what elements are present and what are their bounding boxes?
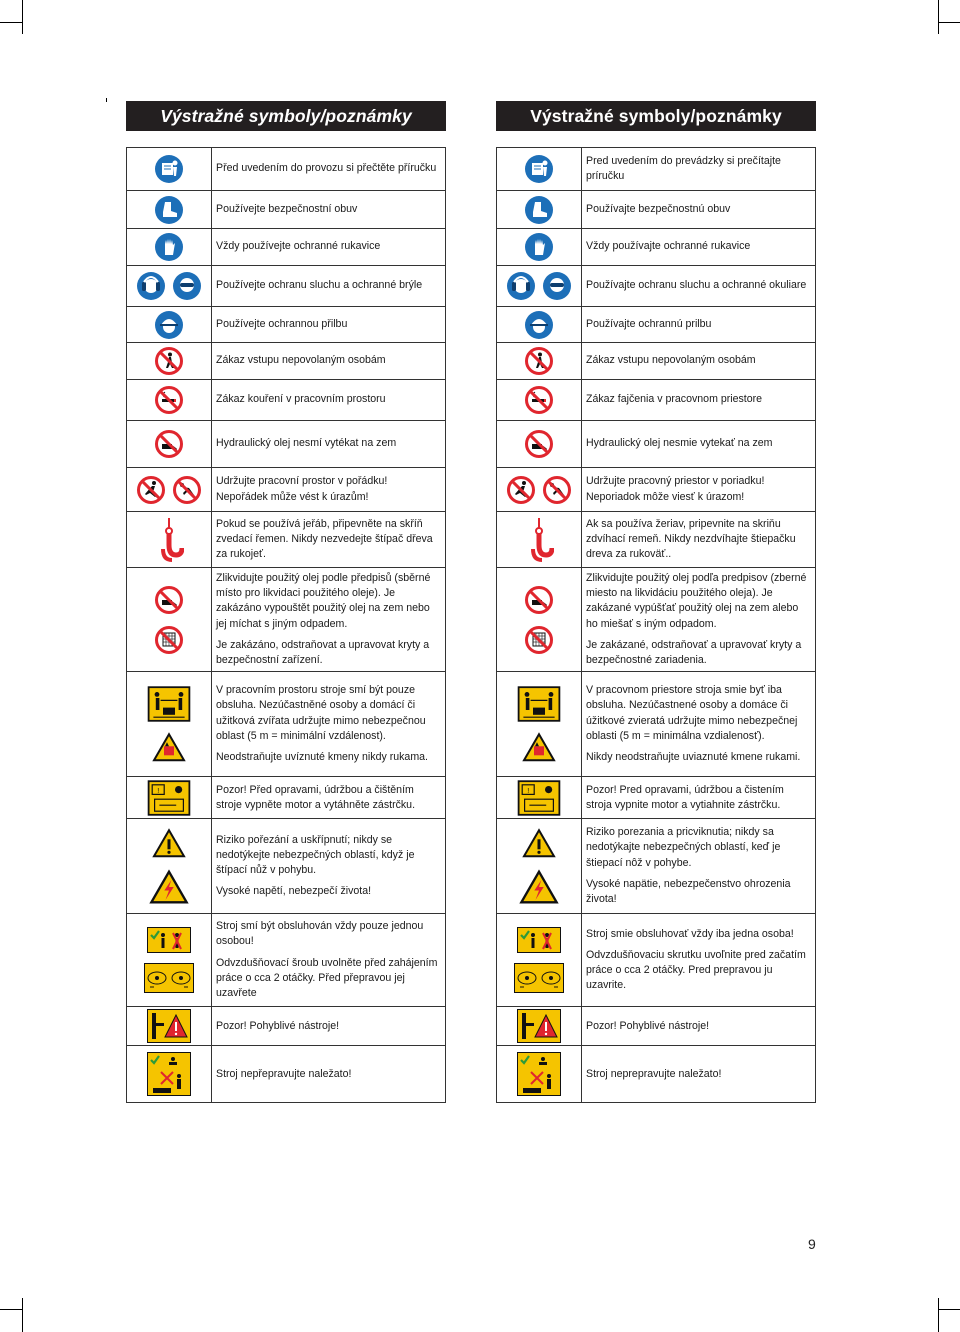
symbol-cell — [127, 777, 212, 819]
no-falling-icon — [172, 475, 202, 505]
description-paragraph: Vysoké napätie, nebezpečenstvo ohrozenia života! — [586, 877, 791, 906]
description-cell — [212, 191, 446, 229]
icon-group — [497, 195, 581, 225]
no-tripping-icon — [506, 475, 536, 505]
symbol-row — [497, 421, 816, 468]
description-paragraph: Zákaz vstupu nepovolaným osobám — [216, 354, 386, 367]
symbol-row — [127, 512, 446, 568]
description-cell — [212, 266, 446, 307]
symbol-row — [127, 266, 446, 307]
icon-group — [497, 927, 581, 993]
description-paragraph: Hydraulický olej nesmie vytekať na zem — [586, 437, 773, 450]
description-cell — [212, 1007, 446, 1046]
description-cell — [582, 1007, 816, 1046]
description-cell — [582, 266, 816, 307]
page-number: 9 — [808, 1236, 816, 1252]
icon-group — [497, 232, 581, 262]
description-paragraph: Používejte ochrannou přilbu — [216, 317, 348, 330]
symbol-cell — [497, 914, 582, 1007]
description-paragraph: Neodstraňujte uvíznuté kmeny nikdy rukama. — [216, 751, 428, 764]
description-paragraph: Vždy používajte ochranné rukavice — [586, 240, 751, 253]
high-voltage-icon — [149, 869, 189, 905]
symbol-row — [497, 191, 816, 229]
description-paragraph: Před uvedením do provozu si přečtěte příručku — [216, 162, 437, 175]
no-entry-person-icon — [524, 346, 554, 376]
left-header: Výstražné symboly/poznámky — [126, 101, 446, 131]
description-paragraph: Odvzdušňovací šroub uvolněte před zahájením práce o cca 2 otáčky. Před přepravou jej uzavřete — [216, 956, 438, 1000]
symbol-row — [127, 307, 446, 343]
description-paragraph: Riziko pořezání a uskřípnutí; nikdy se nedotýkejte nebezpečných oblastí, když je štípací nůž v pohybu. — [216, 833, 415, 877]
description-paragraph: Zákaz kouření v pracovním prostoru — [216, 393, 386, 406]
description-text — [216, 239, 441, 254]
symbol-row — [127, 421, 446, 468]
symbol-cell — [127, 148, 212, 191]
description-text — [586, 392, 811, 407]
description-paragraph: Používajte bezpečnostnú obuv — [586, 202, 731, 215]
crane-hook-icon — [524, 517, 554, 563]
icon-group — [127, 232, 211, 262]
description-cell — [582, 148, 816, 191]
symbol-cell — [497, 307, 582, 343]
icon-group — [497, 475, 581, 505]
description-paragraph: Zákaz fajčenia v pracovnom priestore — [586, 393, 763, 406]
safety-boot-icon — [524, 195, 554, 225]
description-cell — [582, 568, 816, 672]
description-text — [216, 1019, 441, 1034]
no-falling-icon — [542, 475, 572, 505]
description-text — [586, 202, 811, 217]
description-paragraph: Je zakázáno, odstraňovat a upravovat kryty a bezpečnostní zařízení. — [216, 638, 430, 667]
no-overload-icon — [147, 1052, 191, 1096]
no-oil-dumping-icon — [154, 429, 184, 459]
symbol-cell — [497, 777, 582, 819]
description-text — [586, 927, 811, 994]
symbol-cell — [127, 421, 212, 468]
description-paragraph: Stroj smí být obsluhován vždy pouze jednou osobou! — [216, 920, 424, 948]
description-paragraph: Hydraulický olej nesmí vytékat na zem — [216, 437, 397, 450]
description-paragraph: V pracovním prostoru stroje smí být pouze obsluha. Nezúčastněné osoby a domácí či užitková zvířata udržujte mimo nebezpečnou oblast (5 m = minimální vzdálenost). — [216, 684, 426, 742]
symbol-cell — [127, 568, 212, 672]
helmet-icon — [154, 310, 184, 340]
symbol-row — [127, 819, 446, 914]
symbol-cell — [497, 380, 582, 421]
glove-icon — [154, 232, 184, 262]
description-paragraph: Zákaz vstupu nepovolaným osobám — [586, 354, 756, 367]
icon-group — [127, 385, 211, 415]
cut-hazard-icon — [152, 828, 186, 859]
description-paragraph: Pred uvedením do prevádzky si prečítajte príručku — [586, 154, 781, 182]
left-column — [126, 101, 446, 1103]
description-text — [216, 278, 441, 293]
symbol-row — [127, 380, 446, 421]
description-cell — [212, 380, 446, 421]
description-cell — [212, 819, 446, 914]
symbol-cell — [497, 421, 582, 468]
icon-group — [127, 310, 211, 340]
description-text — [216, 392, 441, 407]
icon-group — [497, 429, 581, 459]
description-text — [216, 1067, 441, 1082]
description-cell — [582, 307, 816, 343]
description-text — [586, 571, 811, 668]
symbol-cell — [127, 914, 212, 1007]
description-text — [586, 239, 811, 254]
symbol-cell — [497, 468, 582, 512]
description-paragraph: Pozor! Pred opravami, údržbou a čistením stroja vypnite motor a vytiahnite zástrčku. — [586, 783, 784, 811]
description-paragraph: Nikdy neodstraňujte uviaznuté kmene rukami. — [586, 751, 801, 764]
symbol-cell — [127, 266, 212, 307]
description-text — [586, 436, 811, 451]
icon-group — [497, 686, 581, 763]
description-text — [216, 317, 441, 332]
description-paragraph: Používajte ochranu sluchu a ochranné okuliare — [586, 279, 807, 292]
icon-group — [127, 271, 211, 301]
description-cell — [582, 191, 816, 229]
crane-hook-icon — [154, 517, 184, 563]
description-paragraph: Odvzdušňovaciu skrutku uvoľnite pred začatím práce o cca 2 otáčky. Pred prepravou ju uzavrite. — [586, 949, 806, 992]
symbol-row — [497, 914, 816, 1007]
symbol-cell — [127, 191, 212, 229]
symbol-row — [497, 343, 816, 380]
description-text — [586, 353, 811, 368]
description-text — [216, 683, 441, 765]
goggles-icon — [542, 271, 572, 301]
symbol-row — [497, 148, 816, 191]
bleed-screw-icon — [144, 963, 194, 993]
symbol-row — [497, 266, 816, 307]
description-cell — [212, 672, 446, 777]
bleed-screw-icon — [514, 963, 564, 993]
description-cell — [582, 777, 816, 819]
description-paragraph: Stroj nepřepravujte naležato! — [216, 1067, 352, 1080]
symbol-row — [127, 1046, 446, 1103]
icon-group — [127, 517, 211, 563]
description-text — [216, 833, 441, 900]
no-guard-removal-icon — [524, 625, 554, 655]
icon-group — [127, 154, 211, 184]
description-paragraph: Zlikvidujte použitý olej podľa predpisov (zberné miesto na likvidáciu použitého oleja). Je zakázané vypúšťať použitý olej na zem alebo ho miešať s iným odpadom. — [586, 572, 807, 630]
symbol-cell — [497, 672, 582, 777]
description-cell — [212, 421, 446, 468]
description-paragraph: Udržujte pracovní prostor v pořádku! Nepořádek může vést k úrazům! — [216, 475, 388, 503]
symbol-row — [127, 468, 446, 512]
description-cell — [582, 512, 816, 568]
description-cell — [582, 468, 816, 512]
symbol-cell — [127, 672, 212, 777]
description-paragraph: Používejte bezpečnostní obuv — [216, 202, 358, 215]
icon-group — [127, 828, 211, 905]
manual-icon — [154, 154, 184, 184]
symbol-row — [497, 512, 816, 568]
description-text — [586, 278, 811, 293]
symbol-cell — [127, 343, 212, 380]
description-cell — [212, 343, 446, 380]
description-text — [586, 154, 811, 184]
symbol-cell — [127, 1007, 212, 1046]
description-paragraph: Používejte ochranu sluchu a ochranné brýle — [216, 279, 423, 292]
hand-jam-icon — [522, 732, 556, 763]
icon-group — [127, 686, 211, 763]
no-entry-person-icon — [154, 346, 184, 376]
symbol-cell — [127, 468, 212, 512]
description-cell — [582, 1046, 816, 1103]
moving-tool-icon — [147, 1009, 191, 1043]
ear-protection-icon — [136, 271, 166, 301]
icon-group — [497, 1052, 581, 1096]
symbol-cell — [127, 307, 212, 343]
description-text — [216, 783, 441, 813]
description-text — [216, 202, 441, 217]
description-text — [586, 317, 811, 332]
symbol-row — [497, 819, 816, 914]
symbol-cell — [497, 1007, 582, 1046]
symbol-row — [127, 1007, 446, 1046]
icon-group — [127, 585, 211, 655]
description-text — [216, 474, 441, 504]
description-paragraph: Stroj neprepravujte naležato! — [586, 1067, 722, 1080]
description-paragraph: Udržujte pracovný priestor v poriadku! Neporiadok môže viesť k úrazom! — [586, 475, 765, 503]
icon-group — [127, 1009, 211, 1043]
description-cell — [212, 148, 446, 191]
symbol-cell — [497, 343, 582, 380]
description-paragraph: Používajte ochrannú prilbu — [586, 317, 712, 330]
icon-group — [127, 1052, 211, 1096]
description-text — [586, 1067, 811, 1082]
safety-boot-icon — [154, 195, 184, 225]
description-text — [586, 783, 811, 813]
description-cell — [212, 229, 446, 266]
symbol-row — [497, 380, 816, 421]
icon-group — [497, 346, 581, 376]
right-symbol-table — [496, 147, 816, 1103]
description-cell — [582, 229, 816, 266]
glove-icon — [524, 232, 554, 262]
symbol-row — [127, 914, 446, 1007]
description-cell — [582, 380, 816, 421]
description-cell — [212, 568, 446, 672]
description-cell — [212, 468, 446, 512]
icon-group — [127, 429, 211, 459]
description-cell — [212, 1046, 446, 1103]
description-text — [216, 919, 441, 1001]
moving-tool-icon — [517, 1009, 561, 1043]
symbol-cell — [127, 1046, 212, 1103]
no-oil-dumping-icon — [524, 585, 554, 615]
icon-group — [497, 385, 581, 415]
description-cell — [582, 819, 816, 914]
right-column — [496, 101, 816, 1103]
icon-group — [497, 585, 581, 655]
unplug-maintenance-icon — [517, 780, 561, 816]
description-paragraph: Zlikvidujte použitý olej podle předpisů (sběrné místo pro likvidaci použitého oleje). Je zakázáno vypouštět použitý olej na zem nebo jej míchat s jiným odpadem. — [216, 572, 431, 630]
symbol-cell — [497, 819, 582, 914]
symbol-cell — [497, 1046, 582, 1103]
icon-group — [127, 927, 211, 993]
description-text — [216, 436, 441, 451]
symbol-row — [127, 672, 446, 777]
description-text — [586, 683, 811, 765]
description-paragraph: V pracovnom priestore stroja smie byť iba obsluha. Nezúčastnené osoby a domáce či úžitkové zvieratá udržujte mimo nebezpečnej oblasti (5 m = minimálna vzdialenosť). — [586, 684, 798, 742]
helmet-icon — [524, 310, 554, 340]
icon-group — [497, 310, 581, 340]
description-paragraph: Ak sa používa žeriav, pripevnite na skriňu zdvíhací remeň. Nikdy nezdvíhajte štiepačku dreva za rukoväť.. — [586, 517, 796, 561]
hand-jam-icon — [152, 732, 186, 763]
no-overload-icon — [517, 1052, 561, 1096]
description-cell — [582, 672, 816, 777]
symbol-row — [127, 777, 446, 819]
symbol-row — [497, 672, 816, 777]
icon-group — [497, 517, 581, 563]
manual-icon — [524, 154, 554, 184]
description-paragraph: Vždy používejte ochranné rukavice — [216, 240, 381, 253]
icon-group — [497, 780, 581, 816]
description-text — [586, 474, 811, 504]
description-text — [586, 825, 811, 907]
symbol-row — [497, 229, 816, 266]
description-text — [586, 1019, 811, 1034]
no-tripping-icon — [136, 475, 166, 505]
svg-text:!: ! — [157, 785, 160, 795]
symbol-row — [497, 777, 816, 819]
no-oil-dumping-icon — [524, 429, 554, 459]
symbol-cell — [497, 266, 582, 307]
description-cell — [582, 343, 816, 380]
icon-group — [127, 780, 211, 816]
description-cell — [212, 777, 446, 819]
bystander-distance-icon — [147, 686, 191, 722]
ear-protection-icon — [506, 271, 536, 301]
no-smoking-icon — [154, 385, 184, 415]
description-text — [586, 517, 811, 563]
no-oil-dumping-icon — [154, 585, 184, 615]
symbol-row — [127, 343, 446, 380]
icon-group — [497, 154, 581, 184]
symbol-cell — [127, 819, 212, 914]
description-paragraph: Pozor! Pohyblivé nástroje! — [216, 1019, 340, 1032]
description-cell — [582, 914, 816, 1007]
description-paragraph: Pokud se používá jeřáb, připevněte na skříň zvedací řemen. Nikdy nezvedejte štípač dřeva za rukojeť. — [216, 517, 433, 561]
description-cell — [212, 914, 446, 1007]
symbol-cell — [127, 380, 212, 421]
symbol-row — [127, 568, 446, 672]
icon-group — [127, 475, 211, 505]
description-paragraph: Riziko porezania a pricviknutia; nikdy sa nedotýkajte nebezpečných oblastí, keď je štiepací nôž v pohybe. — [586, 826, 781, 869]
symbol-row — [497, 568, 816, 672]
icon-group — [127, 346, 211, 376]
no-guard-removal-icon — [154, 625, 184, 655]
left-symbol-table — [126, 147, 446, 1103]
description-cell — [582, 421, 816, 468]
description-cell — [212, 512, 446, 568]
one-operator-icon — [147, 927, 191, 953]
symbol-row — [497, 307, 816, 343]
description-paragraph: Je zakázané, odstraňovať a upravovať kryty a bezpečnostné zariadenia. — [586, 638, 802, 667]
description-paragraph: Vysoké napětí, nebezpečí života! — [216, 885, 372, 898]
icon-group — [497, 271, 581, 301]
description-text — [216, 161, 441, 176]
right-header: Výstražné symboly/poznámky — [496, 101, 816, 131]
description-text — [216, 517, 441, 563]
bystander-distance-icon — [517, 686, 561, 722]
icon-group — [127, 195, 211, 225]
description-text — [216, 353, 441, 368]
description-paragraph: Stroj smie obsluhovať vždy iba jedna osoba! — [586, 927, 794, 940]
symbol-row — [127, 148, 446, 191]
no-smoking-icon — [524, 385, 554, 415]
symbol-cell — [497, 229, 582, 266]
symbol-row — [127, 229, 446, 266]
symbol-cell — [497, 568, 582, 672]
icon-group — [497, 828, 581, 905]
goggles-icon — [172, 271, 202, 301]
symbol-cell — [127, 512, 212, 568]
symbol-cell — [127, 229, 212, 266]
one-operator-icon — [517, 927, 561, 953]
description-paragraph: Pozor! Pohyblivé nástroje! — [586, 1019, 710, 1032]
description-cell — [212, 307, 446, 343]
symbol-row — [497, 468, 816, 512]
unplug-maintenance-icon — [147, 780, 191, 816]
high-voltage-icon — [519, 869, 559, 905]
symbol-row — [127, 191, 446, 229]
symbol-row — [497, 1007, 816, 1046]
symbol-cell — [497, 191, 582, 229]
symbol-row — [497, 1046, 816, 1103]
description-paragraph: Pozor! Před opravami, údržbou a čištěním stroje vypněte motor a vytáhněte zástrčku. — [216, 783, 416, 811]
icon-group — [497, 1009, 581, 1043]
description-text — [216, 571, 441, 668]
cut-hazard-icon — [522, 828, 556, 859]
symbol-cell — [497, 148, 582, 191]
svg-text:!: ! — [527, 785, 530, 795]
symbol-cell — [497, 512, 582, 568]
